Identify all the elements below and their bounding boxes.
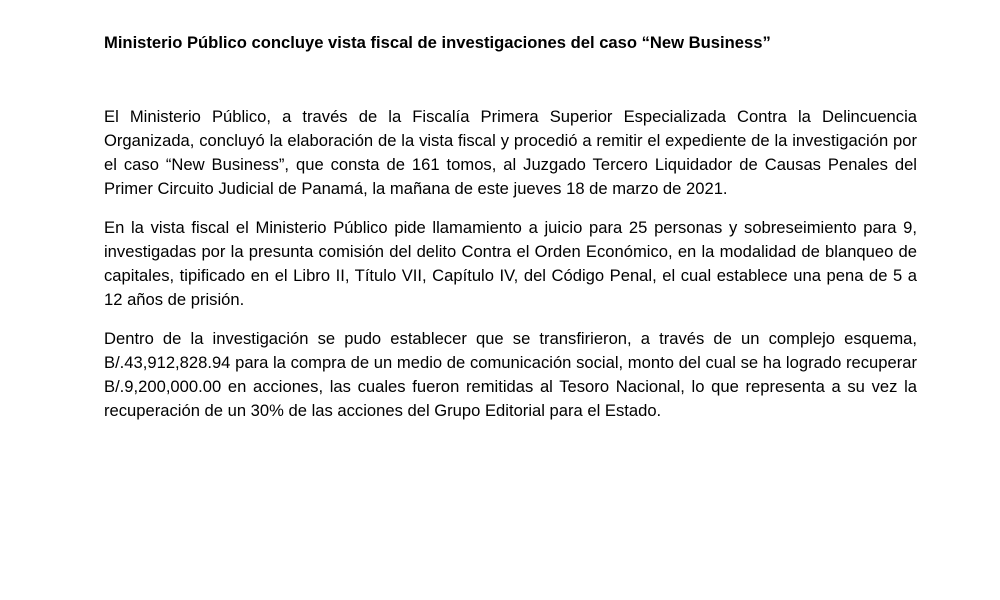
document-title: Ministerio Público concluye vista fiscal de investigaciones del caso “New Business” <box>104 33 771 52</box>
paragraph-3: Dentro de la investigación se pudo establecer que se transfirieron, a través de un complejo esquema, B/.43,912,828.94 para la compra de un medio de comunicación social, monto del cual se ha logrado recuperar B/.9,200,000.00 en acciones, las cuales fueron remitidas al Tesoro Nacional, lo que representa a su vez la recuperación de un 30% de las acciones del Grupo Editorial para el Estado. <box>104 329 917 420</box>
document-body <box>104 105 917 438</box>
paragraph-2: En la vista fiscal el Ministerio Público pide llamamiento a juicio para 25 personas y sobreseimiento para 9, investigadas por la presunta comisión del delito Contra el Orden Económico, en la modalidad de blanqueo de capitales, tipificado en el Libro II, Título VII, Capítulo IV, del Código Penal, el cual establece una pena de 5 a 12 años de prisión. <box>104 218 917 309</box>
paragraph-1: El Ministerio Público, a través de la Fiscalía Primera Superior Especializada Contra la Delincuencia Organizada, concluyó la elaboración de la vista fiscal y procedió a remitir el expediente de la investigación por el caso “New Business”, que consta de 161 tomos, al Juzgado Tercero Liquidador de Causas Penales del Primer Circuito Judicial de Panamá, la mañana de este jueves 18 de marzo de 2021. <box>104 107 917 198</box>
